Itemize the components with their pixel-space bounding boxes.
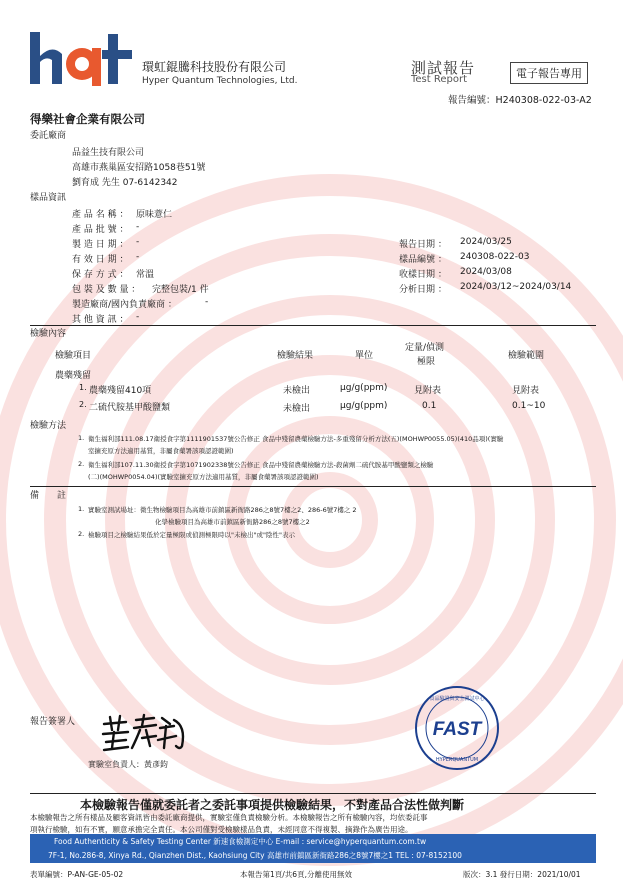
page-info: 本報告第1頁/共6頁,分離使用無效 xyxy=(240,870,352,879)
sample-field-label: 有 效 日 期 ： xyxy=(72,255,129,265)
section-divider xyxy=(30,486,596,487)
sample-field-value: - xyxy=(136,237,140,247)
lab-head: 實驗室負責人：黃彥鈞 xyxy=(88,760,168,769)
form-number: 表單編號：P-AN-GE-05-02 xyxy=(30,870,124,879)
col-header-limit-1: 定量/偵測 xyxy=(405,343,445,353)
col-header-item: 檢驗項目 xyxy=(55,351,92,361)
sample-field-label: 包 裝 及 數 量 ： xyxy=(72,285,141,295)
sample-field-value: - xyxy=(136,252,140,262)
sample-date-label: 報告日期 ： xyxy=(399,240,447,250)
col-header-unit: 單位 xyxy=(355,351,374,361)
test-row-limit: 見附表 xyxy=(414,386,442,396)
sample-field-label: 製 造 日 期 ： xyxy=(72,240,129,250)
test-row-item: 二硫代胺基甲酸鹽類 xyxy=(89,403,171,413)
note-no: 1. xyxy=(78,505,85,513)
test-row-unit: μg/g(ppm) xyxy=(340,383,388,393)
method-text: 室擴充原方法適用基質，非屬食藥署該項認證範圍) xyxy=(88,447,234,455)
note-no: 2. xyxy=(78,530,85,538)
test-category: 農藥殘留 xyxy=(55,371,92,381)
sample-field-value: - xyxy=(205,297,209,307)
test-row-range: 0.1~10 xyxy=(512,401,546,411)
sample-field-value: 完整包裝/1 件 xyxy=(152,285,209,295)
test-row-no: 2. xyxy=(79,400,87,409)
disclaimer-title: 本檢驗報告僅就委託者之委託事項提供檢驗結果，不對產品合法性做判斷 xyxy=(80,798,465,812)
disclaimer-text: 項執行檢驗，如有不實，願意承擔完全責任。本公司僅對受檢驗樣品負責，未經同意不得複製、摘錄作為廣告用途。 xyxy=(30,825,413,834)
test-row-range: 見附表 xyxy=(512,386,540,396)
sample-date-label: 樣品編號 ： xyxy=(399,255,447,265)
version-info: 版次：3.1 發行日期：2021/10/01 xyxy=(463,870,581,879)
hqt-logo xyxy=(30,30,135,86)
report-title-zh: 測試報告 xyxy=(411,59,476,77)
commissioner-label: 委託廠商 xyxy=(30,131,67,141)
sample-date-label: 收樣日期 ： xyxy=(399,270,447,280)
report-title-en: Test Report xyxy=(411,74,468,85)
note-text: 檢驗項目之檢驗結果低於定量極限或偵測極限時以"未檢出"或"陰性"表示 xyxy=(88,531,295,539)
col-header-range: 檢驗範圍 xyxy=(508,351,545,361)
sample-date-value: 240308-022-03 xyxy=(460,252,530,262)
col-header-result: 檢驗結果 xyxy=(277,351,314,361)
sample-field-label: 其 他 資 訊 ： xyxy=(72,315,129,325)
test-row-result: 未檢出 xyxy=(283,404,311,414)
note-text: 化學檢驗項目為高雄市前鎮區新衙路286之8號7樓之2 xyxy=(155,518,310,526)
methods-label: 檢驗方法 xyxy=(30,421,67,431)
disclaimer-text: 本檢驗報告之所有樣品及顧客資訊皆由委託廠商提供，實驗室僅負責檢驗分析。本檢驗報告之所有檢驗內容，均依委託事 xyxy=(30,813,428,822)
sample-field-label: 產 品 名 稱 ： xyxy=(72,210,129,220)
sample-field-value: 原味薏仁 xyxy=(136,210,173,220)
section-divider xyxy=(30,325,596,326)
company-name-zh: 環虹錕騰科技股份有限公司 xyxy=(142,60,287,74)
test-row-unit: μg/g(ppm) xyxy=(340,401,388,411)
sample-info-label: 樣品資訊 xyxy=(30,193,67,203)
report-number: 報告編號：H240308-022-03-A2 xyxy=(448,95,592,106)
company-name-en: Hyper Quantum Technologies, Ltd. xyxy=(142,76,298,86)
seal-bottom-text: HYPERQUANTUM xyxy=(435,757,479,763)
test-content-label: 檢驗內容 xyxy=(30,329,67,339)
sample-date-value: 2024/03/12~2024/03/14 xyxy=(460,282,572,292)
client-name: 得樂社會企業有限公司 xyxy=(30,112,145,126)
notes-label: 備 註 xyxy=(30,491,67,501)
contact-bar xyxy=(30,834,596,863)
col-header-limit-2: 極限 xyxy=(417,357,436,367)
contact-bar-line: 7F-1, No.286-8, Xinya Rd., Qianzhen Dist., Kaohsiung City 高雄市前鎮區新衙路286之8號7樓之1 TEL : 07-8152100 xyxy=(48,851,462,860)
method-text: 衛生福利部111.08.17衛授食字第1111901537號公告修正 食品中殘留農藥檢驗方法-多重殘留分析方法(五)(MOHWP0055.05)(410品項)(實驗 xyxy=(88,435,504,443)
sample-field-label: 保 存 方 式 ： xyxy=(72,270,129,280)
method-text: 衛生福利部107.11.30衛授食字第1071902338號公告修正 食品中殘留農藥檢驗方法-殺菌劑二硫代胺基甲酸鹽類之檢驗 xyxy=(88,461,434,469)
handwritten-signature xyxy=(100,712,190,752)
method-no: 2. xyxy=(78,460,85,468)
e-report-stamp: 電子報告專用 xyxy=(510,62,588,84)
method-text: (二)(MOHWP0054.04)(實驗室擴充原方法適用基質，非屬食藥署該項認證範圍) xyxy=(88,473,319,481)
seal-top-text: 食品驗證與安全測試中心 xyxy=(429,696,485,702)
method-no: 1. xyxy=(78,434,85,442)
sample-field-label: 製造廠商/國內負責廠商 ： xyxy=(72,300,177,310)
commissioner-company: 品益生技有限公司 xyxy=(72,148,145,158)
contact-bar-line: Food Authenticity & Safety Testing Center 新速食檢測定中心 E-mail : service@hyperquantum.com.tw xyxy=(54,837,427,846)
note-text: 實驗室測試場址：微生物檢驗項目為高雄市前鎮區新衙路286之8號7樓之2、286-6號7樓之 2 xyxy=(88,506,357,514)
signatory-label: 報告簽署人 xyxy=(30,717,76,727)
sample-field-value: 常溫 xyxy=(136,270,155,280)
sample-date-value: 2024/03/25 xyxy=(460,237,512,247)
fast-seal xyxy=(414,685,500,771)
test-row-item: 農藥殘留410項 xyxy=(89,386,152,396)
test-row-limit: 0.1 xyxy=(422,401,437,411)
sample-date-label: 分析日期 ： xyxy=(399,285,447,295)
footer-divider xyxy=(30,793,596,794)
sample-field-value: - xyxy=(136,222,140,232)
commissioner-contact: 劉育成 先生 07-6142342 xyxy=(72,178,178,188)
test-row-no: 1. xyxy=(79,383,87,392)
test-row-result: 未檢出 xyxy=(283,386,311,396)
seal-word: FAST xyxy=(432,719,482,740)
sample-field-label: 產 品 批 號 ： xyxy=(72,225,129,235)
sample-field-value: - xyxy=(136,312,140,322)
sample-date-value: 2024/03/08 xyxy=(460,267,512,277)
commissioner-address: 高雄市燕巢區安招路1058巷51號 xyxy=(72,163,206,173)
